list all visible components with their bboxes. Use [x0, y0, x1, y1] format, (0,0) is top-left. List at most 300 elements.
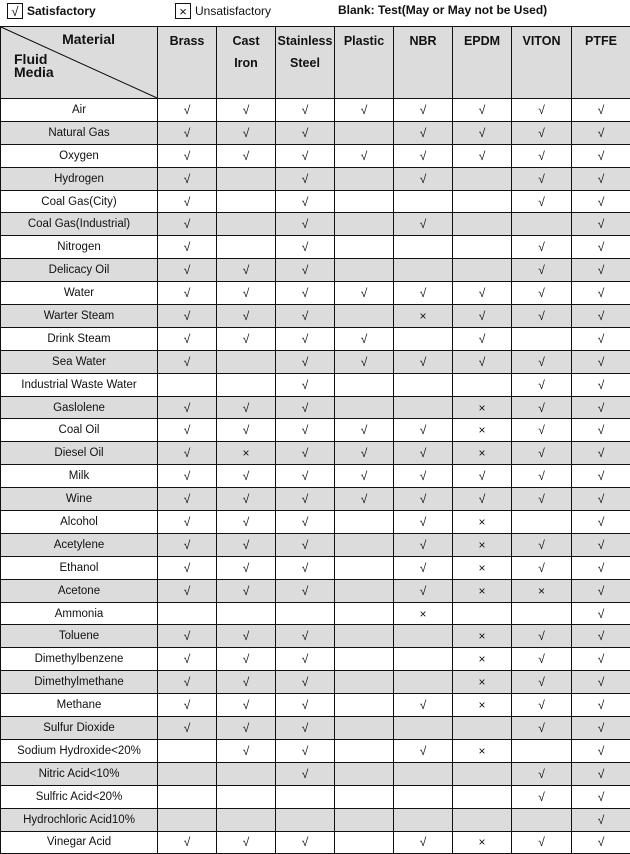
blank-cell — [217, 190, 276, 213]
table-row — [1, 305, 630, 328]
blank-cell — [394, 671, 453, 694]
checkmark-cell: √ — [276, 99, 335, 122]
checkmark-cell: √ — [217, 671, 276, 694]
cross-cell: × — [453, 533, 512, 556]
blank-cell — [217, 350, 276, 373]
blank-cell — [394, 762, 453, 785]
checkmark-cell: √ — [512, 671, 572, 694]
fluid-media-cell: Toluene — [1, 625, 158, 648]
checkmark-cell: √ — [512, 121, 572, 144]
checkmark-cell: √ — [572, 144, 630, 167]
table-row — [1, 671, 630, 694]
checkmark-cell: √ — [335, 144, 394, 167]
blank-cell — [453, 785, 512, 808]
table-row — [1, 648, 630, 671]
checkmark-cell: √ — [276, 648, 335, 671]
checkmark-cell: √ — [572, 190, 630, 213]
checkmark-cell: √ — [276, 121, 335, 144]
blank-cell — [394, 648, 453, 671]
blank-cell — [335, 190, 394, 213]
checkmark-cell: √ — [217, 282, 276, 305]
cross-cell: × — [453, 396, 512, 419]
checkmark-cell: √ — [394, 419, 453, 442]
checkmark-cell: √ — [335, 282, 394, 305]
table-row — [1, 419, 630, 442]
checkmark-cell: √ — [572, 625, 630, 648]
checkmark-cell: √ — [572, 717, 630, 740]
blank-cell — [335, 739, 394, 762]
fluid-media-cell: Coal Gas(Industrial) — [1, 213, 158, 236]
material-header-label: Brass — [158, 30, 216, 52]
checkmark-cell: √ — [572, 419, 630, 442]
fluid-media-cell: Drink Steam — [1, 327, 158, 350]
checkmark-cell: √ — [276, 556, 335, 579]
checkmark-cell: √ — [394, 167, 453, 190]
table-row — [1, 533, 630, 556]
checkmark-cell: √ — [572, 373, 630, 396]
checkmark-cell: √ — [572, 533, 630, 556]
checkmark-cell: √ — [276, 488, 335, 511]
material-header-label: EPDM — [453, 30, 511, 52]
fluid-media-cell: Sulfur Dioxide — [1, 717, 158, 740]
checkmark-cell: √ — [572, 694, 630, 717]
checkmark-cell: √ — [217, 305, 276, 328]
table-row — [1, 236, 630, 259]
material-header — [335, 27, 394, 99]
material-header — [394, 27, 453, 99]
material-header-label: NBR — [394, 30, 452, 52]
checkmark-cell: √ — [276, 373, 335, 396]
checkmark-cell: √ — [394, 442, 453, 465]
cross-cell: × — [453, 739, 512, 762]
checkmark-cell: √ — [512, 396, 572, 419]
material-header — [158, 27, 217, 99]
checkmark-cell: √ — [158, 717, 217, 740]
blank-cell — [276, 602, 335, 625]
checkmark-cell: √ — [276, 305, 335, 328]
material-header-label: Cast Iron — [217, 30, 275, 74]
blank-cell — [217, 167, 276, 190]
table-row — [1, 831, 630, 854]
fluid-media-cell: Nitrogen — [1, 236, 158, 259]
table-row — [1, 762, 630, 785]
checkmark-cell: √ — [572, 648, 630, 671]
checkmark-cell: √ — [572, 671, 630, 694]
blank-cell — [217, 213, 276, 236]
blank-cell — [335, 808, 394, 831]
blank-cell — [453, 190, 512, 213]
blank-cell — [394, 808, 453, 831]
fluid-media-cell: Coal Oil — [1, 419, 158, 442]
cross-box-icon: × — [175, 3, 191, 19]
table-row — [1, 121, 630, 144]
checkmark-cell: √ — [158, 236, 217, 259]
fluid-media-cell: Alcohol — [1, 511, 158, 534]
blank-cell — [335, 396, 394, 419]
checkmark-cell: √ — [394, 144, 453, 167]
blank-cell — [512, 739, 572, 762]
fluid-media-cell: Acetylene — [1, 533, 158, 556]
checkmark-cell: √ — [158, 511, 217, 534]
fluid-media-cell: Warter Steam — [1, 305, 158, 328]
checkmark-cell: √ — [512, 488, 572, 511]
checkmark-cell: √ — [217, 259, 276, 282]
checkmark-cell: √ — [453, 327, 512, 350]
checkmark-cell: √ — [512, 305, 572, 328]
checkmark-cell: √ — [572, 442, 630, 465]
blank-cell — [335, 579, 394, 602]
blank-cell — [394, 717, 453, 740]
legend-blank — [338, 3, 547, 17]
checkmark-cell: √ — [158, 556, 217, 579]
checkmark-cell: √ — [572, 511, 630, 534]
checkmark-cell: √ — [276, 259, 335, 282]
checkmark-cell: √ — [276, 831, 335, 854]
checkmark-cell: √ — [512, 259, 572, 282]
checkmark-cell: √ — [158, 327, 217, 350]
table-row — [1, 694, 630, 717]
checkmark-cell: √ — [276, 694, 335, 717]
table-row — [1, 556, 630, 579]
blank-cell — [217, 785, 276, 808]
blank-cell — [335, 556, 394, 579]
blank-cell — [394, 327, 453, 350]
checkmark-cell: √ — [158, 190, 217, 213]
material-header — [217, 27, 276, 99]
material-header-label: PTFE — [572, 30, 630, 52]
checkmark-cell: √ — [453, 305, 512, 328]
checkmark-cell: √ — [572, 282, 630, 305]
blank-cell — [453, 717, 512, 740]
checkmark-cell: √ — [158, 488, 217, 511]
fluid-media-cell: Oxygen — [1, 144, 158, 167]
checkmark-cell: √ — [512, 442, 572, 465]
cross-cell: × — [512, 579, 572, 602]
checkmark-cell: √ — [217, 511, 276, 534]
table-row — [1, 717, 630, 740]
checkmark-cell: √ — [158, 213, 217, 236]
checkmark-cell: √ — [276, 442, 335, 465]
checkmark-cell: √ — [572, 739, 630, 762]
blank-cell — [453, 762, 512, 785]
blank-cell — [335, 602, 394, 625]
checkmark-cell: √ — [572, 396, 630, 419]
table-row — [1, 579, 630, 602]
fluid-media-cell: Dimethylbenzene — [1, 648, 158, 671]
checkmark-cell: √ — [453, 99, 512, 122]
fluid-media-label: Fluid Media — [14, 53, 54, 79]
checkmark-cell: √ — [158, 167, 217, 190]
checkmark-cell: √ — [276, 579, 335, 602]
checkmark-cell: √ — [217, 579, 276, 602]
table-row — [1, 282, 630, 305]
table-row — [1, 99, 630, 122]
checkmark-cell: √ — [394, 533, 453, 556]
checkmark-cell: √ — [512, 419, 572, 442]
checkmark-cell: √ — [276, 190, 335, 213]
cross-cell: × — [394, 305, 453, 328]
checkmark-cell: √ — [158, 99, 217, 122]
checkmark-cell: √ — [512, 167, 572, 190]
checkmark-cell: √ — [217, 556, 276, 579]
fluid-media-cell: Acetone — [1, 579, 158, 602]
cross-cell: × — [453, 694, 512, 717]
fluid-media-cell: Ethanol — [1, 556, 158, 579]
checkmark-cell: √ — [453, 282, 512, 305]
checkmark-cell: √ — [217, 419, 276, 442]
material-header-label: VITON — [512, 30, 571, 52]
checkmark-cell: √ — [335, 99, 394, 122]
fluid-media-cell: Gaslolene — [1, 396, 158, 419]
blank-cell — [512, 602, 572, 625]
cross-cell: × — [453, 831, 512, 854]
checkmark-cell: √ — [276, 739, 335, 762]
table-row — [1, 488, 630, 511]
checkmark-cell: √ — [572, 556, 630, 579]
fluid-media-cell: Coal Gas(City) — [1, 190, 158, 213]
fluid-media-cell: Nitric Acid<10% — [1, 762, 158, 785]
checkmark-cell: √ — [276, 625, 335, 648]
blank-cell — [335, 213, 394, 236]
cross-cell: × — [453, 556, 512, 579]
checkmark-cell: √ — [512, 373, 572, 396]
checkmark-cell: √ — [217, 99, 276, 122]
table-row — [1, 625, 630, 648]
legend-unsatisfactory-label: Unsatisfactory — [195, 4, 271, 18]
checkmark-cell: √ — [512, 648, 572, 671]
checkmark-cell: √ — [276, 762, 335, 785]
checkmark-cell: √ — [572, 121, 630, 144]
checkmark-cell: √ — [158, 465, 217, 488]
checkmark-cell: √ — [276, 533, 335, 556]
checkmark-cell: √ — [572, 465, 630, 488]
blank-cell — [335, 511, 394, 534]
fluid-media-cell: Vinegar Acid — [1, 831, 158, 854]
blank-cell — [335, 167, 394, 190]
fluid-media-cell: Diesel Oil — [1, 442, 158, 465]
checkmark-cell: √ — [394, 556, 453, 579]
checkmark-cell: √ — [158, 648, 217, 671]
table-row — [1, 190, 630, 213]
material-header — [572, 27, 630, 99]
checkmark-cell: √ — [276, 144, 335, 167]
table-row — [1, 808, 630, 831]
blank-cell — [158, 808, 217, 831]
cross-cell: × — [453, 648, 512, 671]
blank-cell — [335, 259, 394, 282]
fluid-media-cell: Water — [1, 282, 158, 305]
table-row — [1, 396, 630, 419]
checkmark-cell: √ — [512, 625, 572, 648]
checkmark-cell: √ — [512, 717, 572, 740]
checkmark-cell: √ — [394, 282, 453, 305]
fluid-media-cell: Dimethylmethane — [1, 671, 158, 694]
checkmark-cell: √ — [394, 739, 453, 762]
corner-header — [1, 27, 158, 99]
checkmark-cell: √ — [158, 305, 217, 328]
checkmark-cell: √ — [158, 579, 217, 602]
checkmark-cell: √ — [276, 236, 335, 259]
cross-cell: × — [453, 671, 512, 694]
checkmark-cell: √ — [512, 99, 572, 122]
header-row — [1, 27, 630, 99]
checkmark-cell: √ — [394, 488, 453, 511]
fluid-media-cell: Ammonia — [1, 602, 158, 625]
checkmark-cell: √ — [335, 419, 394, 442]
checkmark-cell: √ — [512, 282, 572, 305]
blank-cell — [394, 396, 453, 419]
table-row — [1, 259, 630, 282]
blank-cell — [217, 808, 276, 831]
checkmark-cell: √ — [453, 465, 512, 488]
table-row — [1, 465, 630, 488]
material-header — [276, 27, 335, 99]
blank-cell — [217, 236, 276, 259]
checkmark-cell: √ — [276, 213, 335, 236]
checkmark-cell: √ — [572, 167, 630, 190]
legend-blank-label: Blank: Test(May or May not be Used) — [338, 3, 547, 17]
legend-satisfactory — [7, 3, 96, 19]
blank-cell — [335, 121, 394, 144]
blank-cell — [335, 236, 394, 259]
checkmark-cell: √ — [572, 350, 630, 373]
checkmark-cell: √ — [394, 511, 453, 534]
checkmark-cell: √ — [335, 465, 394, 488]
blank-cell — [394, 190, 453, 213]
checkmark-cell: √ — [572, 808, 630, 831]
blank-cell — [335, 671, 394, 694]
legend — [0, 0, 630, 25]
table-row — [1, 739, 630, 762]
cross-cell: × — [217, 442, 276, 465]
checkmark-cell: √ — [217, 625, 276, 648]
fluid-media-cell: Sulfric Acid<20% — [1, 785, 158, 808]
checkmark-cell: √ — [217, 533, 276, 556]
checkmark-cell: √ — [572, 831, 630, 854]
table-row — [1, 144, 630, 167]
checkmark-cell: √ — [276, 419, 335, 442]
checkmark-cell: √ — [158, 671, 217, 694]
table-row — [1, 213, 630, 236]
checkmark-cell: √ — [335, 327, 394, 350]
checkmark-cell: √ — [217, 694, 276, 717]
cross-cell: × — [453, 579, 512, 602]
material-header-label: Stainless Steel — [276, 30, 334, 74]
checkmark-cell: √ — [158, 442, 217, 465]
blank-cell — [394, 625, 453, 648]
compatibility-table — [0, 26, 630, 854]
checkmark-cell: √ — [158, 396, 217, 419]
checkmark-cell: √ — [572, 213, 630, 236]
table-body — [1, 99, 630, 854]
blank-cell — [335, 625, 394, 648]
checkmark-cell: √ — [572, 327, 630, 350]
blank-cell — [335, 785, 394, 808]
checkmark-cell: √ — [217, 121, 276, 144]
cross-cell: × — [394, 602, 453, 625]
checkmark-cell: √ — [158, 144, 217, 167]
checkmark-cell: √ — [158, 419, 217, 442]
blank-cell — [394, 373, 453, 396]
fluid-media-cell: Wine — [1, 488, 158, 511]
blank-cell — [335, 831, 394, 854]
checkmark-cell: √ — [453, 350, 512, 373]
blank-cell — [394, 785, 453, 808]
blank-cell — [217, 373, 276, 396]
legend-unsatisfactory — [175, 3, 271, 19]
checkmark-cell: √ — [217, 831, 276, 854]
checkmark-cell: √ — [335, 350, 394, 373]
checkmark-cell: √ — [394, 121, 453, 144]
table-row — [1, 785, 630, 808]
checkmark-cell: √ — [217, 648, 276, 671]
checkmark-cell: √ — [217, 396, 276, 419]
checkmark-cell: √ — [158, 282, 217, 305]
checkmark-cell: √ — [512, 831, 572, 854]
checkmark-cell: √ — [453, 488, 512, 511]
fluid-media-cell: Hydrogen — [1, 167, 158, 190]
checkmark-cell: √ — [512, 465, 572, 488]
checkmark-cell: √ — [276, 671, 335, 694]
blank-cell — [453, 167, 512, 190]
checkmark-cell: √ — [158, 694, 217, 717]
checkmark-cell: √ — [512, 785, 572, 808]
checkmark-cell: √ — [394, 831, 453, 854]
checkmark-cell: √ — [217, 327, 276, 350]
checkmark-cell: √ — [572, 236, 630, 259]
cross-cell: × — [453, 442, 512, 465]
checkmark-cell: √ — [512, 533, 572, 556]
blank-cell — [335, 305, 394, 328]
blank-cell — [158, 602, 217, 625]
checkmark-cell: √ — [335, 442, 394, 465]
fluid-media-cell: Sodium Hydroxide<20% — [1, 739, 158, 762]
checkmark-cell: √ — [158, 259, 217, 282]
blank-cell — [453, 259, 512, 282]
blank-cell — [335, 717, 394, 740]
checkmark-cell: √ — [335, 488, 394, 511]
fluid-media-cell: Sea Water — [1, 350, 158, 373]
blank-cell — [158, 739, 217, 762]
checkmark-cell: √ — [158, 831, 217, 854]
material-header — [453, 27, 512, 99]
checkmark-cell: √ — [276, 396, 335, 419]
checkmark-cell: √ — [394, 579, 453, 602]
checkmark-cell: √ — [572, 762, 630, 785]
checkmark-cell: √ — [394, 465, 453, 488]
fluid-media-cell: Methane — [1, 694, 158, 717]
fluid-media-cell: Natural Gas — [1, 121, 158, 144]
blank-cell — [512, 213, 572, 236]
checkmark-cell: √ — [217, 488, 276, 511]
fluid-media-cell: Milk — [1, 465, 158, 488]
blank-cell — [276, 808, 335, 831]
checkmark-cell: √ — [512, 350, 572, 373]
table-row — [1, 602, 630, 625]
checkmark-cell: √ — [572, 488, 630, 511]
table-row — [1, 350, 630, 373]
blank-cell — [453, 236, 512, 259]
checkmark-cell: √ — [217, 739, 276, 762]
blank-cell — [217, 762, 276, 785]
checkmark-cell: √ — [276, 167, 335, 190]
checkmark-cell: √ — [572, 305, 630, 328]
checkmark-cell: √ — [394, 213, 453, 236]
checkmark-cell: √ — [512, 190, 572, 213]
fluid-media-cell: Delicacy Oil — [1, 259, 158, 282]
checkmark-cell: √ — [394, 350, 453, 373]
checkmark-cell: √ — [453, 144, 512, 167]
